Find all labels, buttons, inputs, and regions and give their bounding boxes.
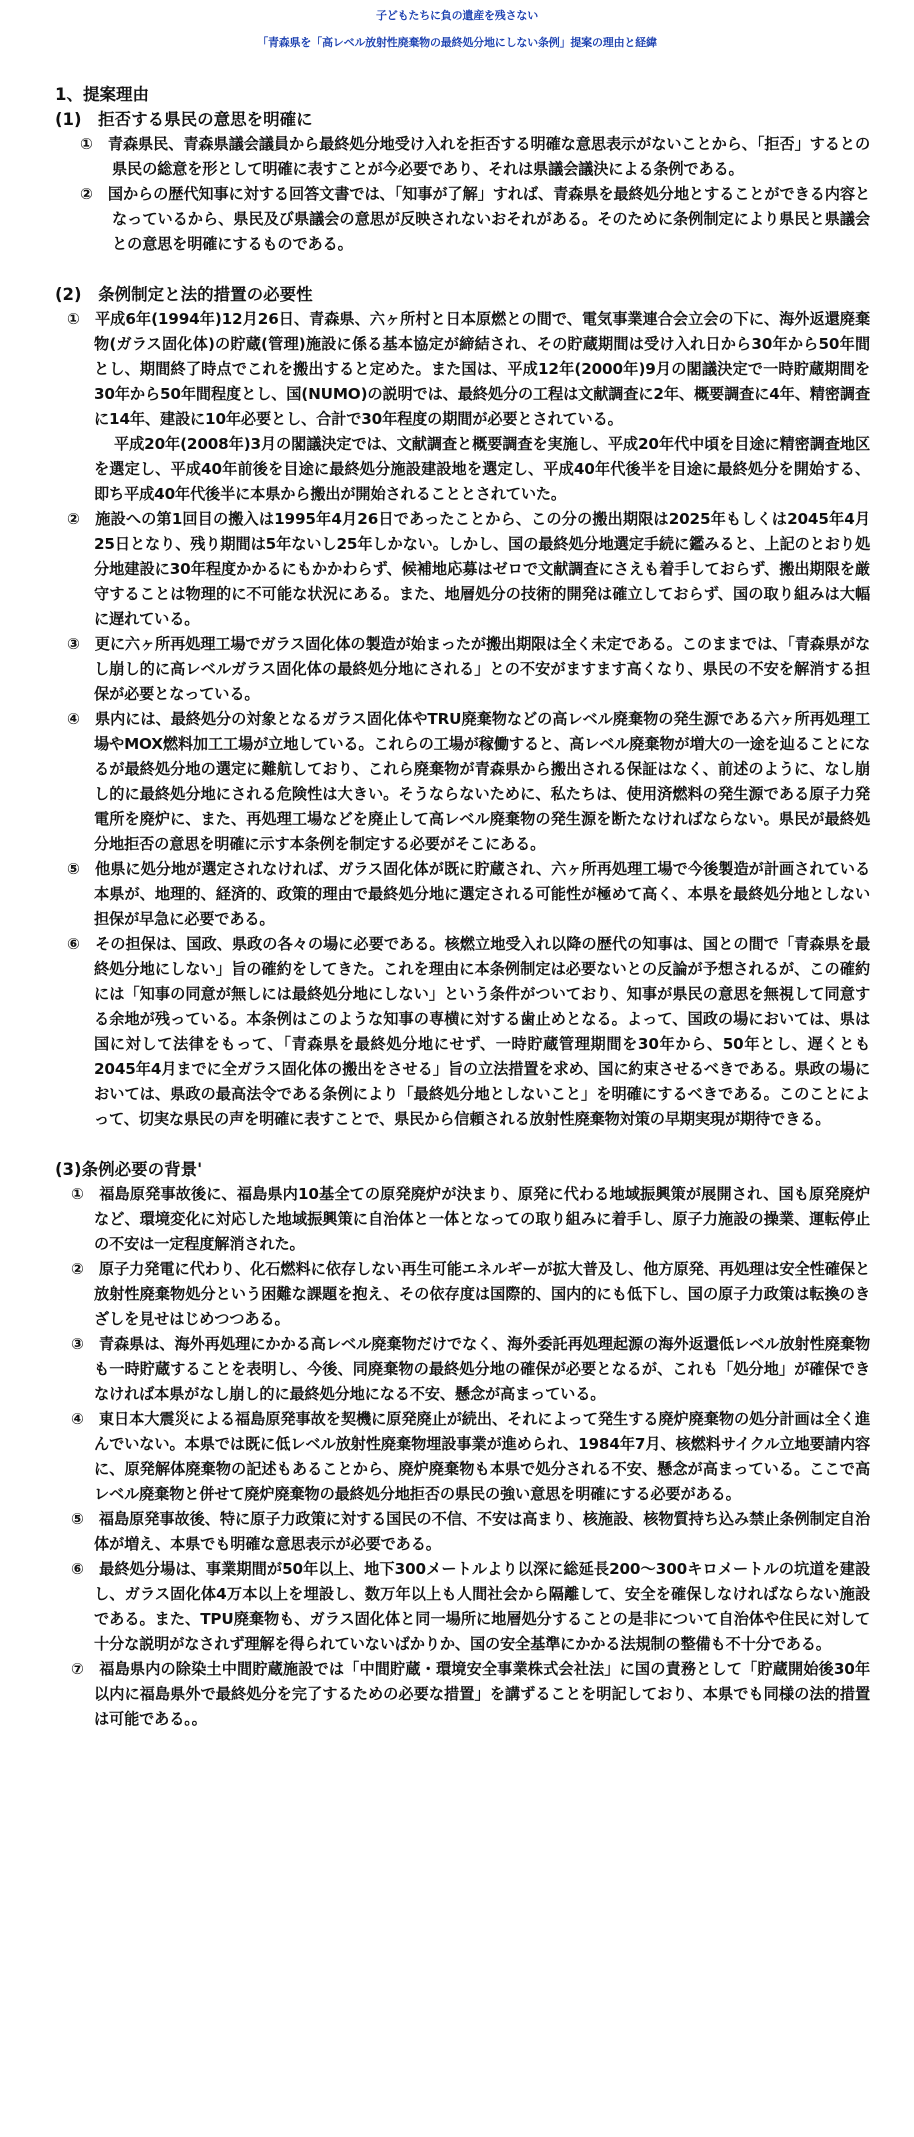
section-3-item: ② 原子力発電に代わり、化石燃料に依存しない再生可能エネルギーが拡大普及し、他方原発、再処理は安全性確保と放射性廃棄物処分という困難な課題を抱え、その依存度は国際的、国内的にも低下し、国の原子力政策は転換のきざしを見せはじめつつある。	[71, 1260, 870, 1328]
section-2-heading: (2) 条例制定と法的措置の必要性	[55, 285, 313, 304]
heading-proposal-reason: 1、提案理由	[55, 85, 149, 104]
section-2-item: ② 施設への第1回目の搬入は1995年4月26日であったことから、この分の搬出期限は2025年もしくは2045年4月25日となり、残り期間は5年ないし25年しかない。しかし、国の最終処分地選定手続に鑑みると、上記のとおり処分地建設に30年程度かかるにもかかわらず、候補地応募はゼロで文献調査にさえも着手しておらず、搬出期限を厳守することは物理的に不可能な状況にある。また、地層処分の技術的開発は確立しておらず、国の取り組みは大幅に遅れている。	[67, 510, 870, 628]
document-title	[0, 0, 914, 56]
section-2-paragraph: 平成20年(2008年)3月の閣議決定では、文献調査と概要調査を実施し、平成20年代中頃を目途に精密調査地区を選定し、平成40年前後を目途に最終処分施設建設地を選定し、平成40年代後半を目途に最終処分を開始する、即ち平成40年代後半に本県から搬出が開始されることとされていた。	[94, 435, 870, 503]
section-1-item: ① 青森県民、青森県議会議員から最終処分地受け入れを拒否する明確な意思表示がないことから、「拒否」するとの県民の総意を形として明確に表すことが今必要であり、それは県議会議決による条例である。	[80, 135, 870, 178]
section-3-item: ① 福島原発事故後に、福島県内10基全ての原発廃炉が決まり、原発に代わる地域振興策が展開され、国も原発廃炉など、環境変化に対応した地域振興策に自治体と一体となっての取り組みに着手し、原子力施設の操業、運転停止の不安は一定程度解消された。	[71, 1185, 870, 1253]
section-2	[0, 282, 914, 1132]
section-3-item: ④ 東日本大震災による福島原発事故を契機に原発廃止が続出、それによって発生する廃炉廃棄物の処分計画は全く進んでいない。本県では既に低レベル放射性廃棄物埋設事業が進められ、1984年7月、核燃料サイクル立地要請内容に、原発解体廃棄物の記述もあることから、廃炉廃棄物も本県で処分される不安、懸念が高まっている。ここで高レベル廃棄物と併せて廃炉廃棄物の最終処分地拒否の県民の強い意思を明確にする必要がある。	[71, 1410, 870, 1503]
section-spacer	[0, 257, 914, 282]
section-2-item: ③ 更に六ヶ所再処理工場でガラス固化体の製造が始まったが搬出期限は全く未定である。このままでは、「青森県がなし崩し的に高レベルガラス固化体の最終処分地にされる」との不安がますます高くなり、県民の不安を解消する担保が必要となっている。	[67, 635, 870, 703]
title-line-1: 子どもたちに負の遺産を残さない	[376, 9, 538, 22]
section-3-item: ⑤ 福島原発事故後、特に原子力政策に対する国民の不信、不安は高まり、核施設、核物質持ち込み禁止条例制定自治体が増え、本県でも明確な意思表示が必要である。	[71, 1510, 870, 1553]
section-1-heading: (1) 拒否する県民の意思を明確に	[55, 110, 313, 129]
section-3-heading: (3)条例必要の背景'	[55, 1160, 203, 1179]
section-1	[0, 107, 914, 257]
section-2-item: ④ 県内には、最終処分の対象となるガラス固化体やTRU廃棄物などの高レベル廃棄物の発生源である六ヶ所再処理工場やMOX燃料加工工場が立地している。これらの工場が稼働すると、高レベル廃棄物が増大の一途を辿ることになるが最終処分地の選定に難航しており、これら廃棄物が青森県から搬出される保証はなく、前述のように、なし崩し的に最終処分地にされる危険性は大きい。そうならないために、私たちは、使用済燃料の発生源である原子力発電所を廃炉に、また、再処理工場などを廃止して高レベル廃棄物の発生源を断たなければならない。県民が最終処分地拒否の意思を明確に示す本条例を制定する必要がそこにある。	[67, 710, 870, 853]
title-line-2: 「青森県を「高レベル放射性廃棄物の最終処分地にしない条例」提案の理由と経緯	[257, 36, 657, 49]
section-3-item: ⑥ 最終処分場は、事業期間が50年以上、地下300メートルより以深に総延長200～300キロメートルの坑道を建設し、ガラス固化体4万本以上を埋設し、数万年以上も人間社会から隔離して、安全を確保しなければならない施設である。また、TPU廃棄物も、ガラス固化体と同一場所に地層処分することの是非について自治体や住民に対して十分な説明がなされず理解を得られていないばかりか、国の安全基準にかかる法規制の整備も不十分である。	[71, 1560, 870, 1653]
section-2-item: ⑥ その担保は、国政、県政の各々の場に必要である。核燃立地受入れ以降の歴代の知事は、国との間で「青森県を最終処分地にしない」旨の確約をしてきた。これを理由に本条例制定は必要ないとの反論が予想されるが、この確約には「知事の同意が無しには最終処分地にしない」という条件がついており、知事が県民の意思を無視して同意する余地が残っている。本条例はこのような知事の専横に対する歯止めとなる。よって、国政の場においては、県は国に対して法律をもって、「青森県を最終処分地にせず、一時貯蔵管理期間を30年から、50年とし、遅くとも2045年4月までに全ガラス固化体の搬出をさせる」旨の立法措置を求め、国に約束させるべきである。県政の場においては、県政の最高法令である条例により「最終処分地としないこと」を明確にするべきである。このことによって、切実な県民の声を明確に表すことで、県民から信頼される放射性廃棄物対策の早期実現が期待できる。	[67, 935, 870, 1128]
section-3	[0, 1157, 914, 1732]
section-2-item: ⑤ 他県に処分地が選定されなければ、ガラス固化体が既に貯蔵され、六ヶ所再処理工場で今後製造が計画されている本県が、地理的、経済的、政策的理由で最終処分地に選定される可能性が極めて高く、本県を最終処分地としない担保が早急に必要である。	[67, 860, 870, 928]
section-3-item: ③ 青森県は、海外再処理にかかる高レベル廃棄物だけでなく、海外委託再処理起源の海外返還低レベル放射性廃棄物も一時貯蔵することを表明し、今後、同廃棄物の最終処分地の確保が必要となるが、これも「処分地」が確保できなければ本県がなし崩し的に最終処分地になる不安、懸念が高まっている。	[71, 1335, 870, 1403]
document-body	[0, 82, 914, 1732]
section-3-item: ⑦ 福島県内の除染土中間貯蔵施設では「中間貯蔵・環境安全事業株式会社法」に国の責務として「貯蔵開始後30年以内に福島県外で最終処分を完了するための必要な措置」を講ずることを明記しており、本県でも同様の法的措置は可能である。。	[71, 1660, 870, 1728]
section-1-item: ② 国からの歴代知事に対する回答文書では、「知事が了解」すれば、青森県を最終処分地とすることができる内容となっているから、県民及び県議会の意思が反映されないおそれがある。そのために条例制定により県民と県議会との意思を明確にするものである。	[80, 185, 870, 253]
section-spacer	[0, 1132, 914, 1157]
section-2-item: ① 平成6年(1994年)12月26日、青森県、六ヶ所村と日本原燃との間で、電気事業連合会立会の下に、海外返還廃棄物(ガラス固化体)の貯蔵(管理)施設に係る基本協定が締結され、その貯蔵期間は受け入れ日から30年から50年間とし、期間終了時点でこれを搬出すると定めた。また国は、平成12年(2000年)9月の閣議決定で一時貯蔵期間を30年から50年間程度とし、国(NUMO)の説明では、最終処分の工程は文献調査に2年、概要調査に4年、精密調査に14年、建設に10年必要とし、合計で30年程度の期間が必要とされている。	[67, 310, 870, 428]
